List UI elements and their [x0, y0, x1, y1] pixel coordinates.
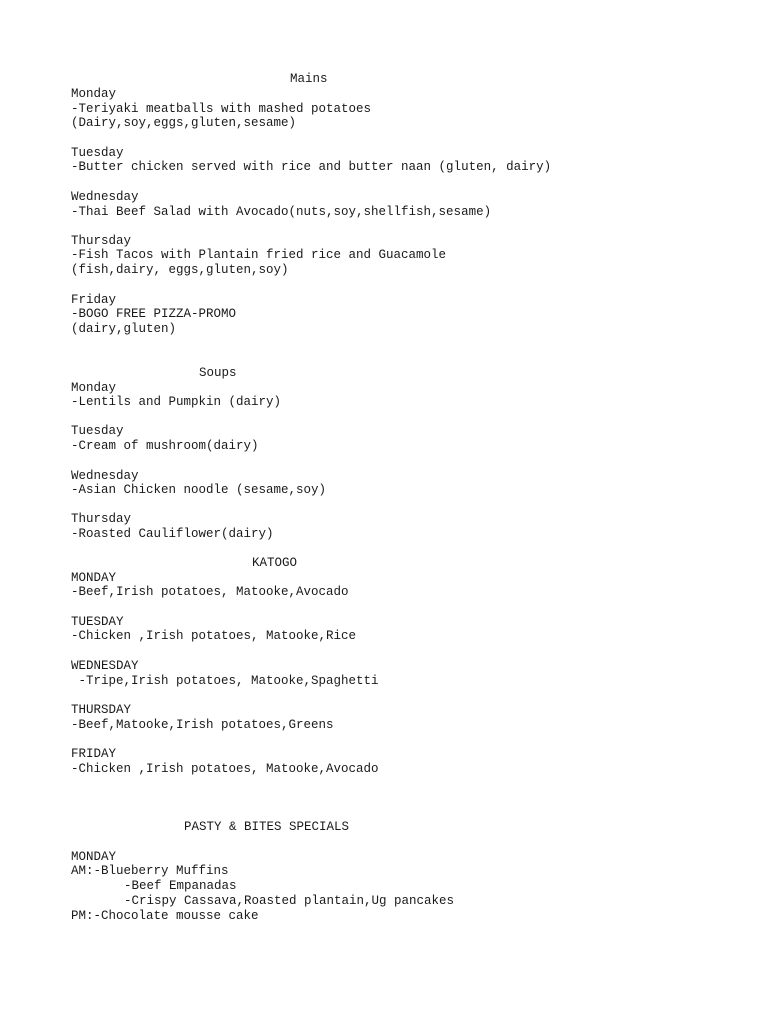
katogo-tuesday-dish: -Chicken ,Irish potatoes, Matooke,Rice	[71, 629, 357, 643]
mains-monday-allergens: (Dairy,soy,eggs,gluten,sesame)	[71, 116, 297, 130]
katogo-thursday-day: THURSDAY	[71, 703, 132, 717]
soups-tuesday-day: Tuesday	[71, 424, 124, 438]
katogo-monday-dish: -Beef,Irish potatoes, Matooke,Avocado	[71, 585, 349, 599]
pasty-monday-am-item-1: AM:-Blueberry Muffins	[71, 864, 229, 878]
mains-thursday-allergens: (fish,dairy, eggs,gluten,soy)	[71, 263, 289, 277]
katogo-tuesday-day: TUESDAY	[71, 615, 124, 629]
soups-wednesday-dish: -Asian Chicken noodle (sesame,soy)	[71, 483, 327, 497]
katogo-monday-day: MONDAY	[71, 571, 117, 585]
soups-tuesday-dish: -Cream of mushroom(dairy)	[71, 439, 259, 453]
pasty-monday-am-item-2: -Beef Empanadas	[124, 879, 237, 893]
soups-thursday-dish: -Roasted Cauliflower(dairy)	[71, 527, 274, 541]
pasty-monday-am-item-3: -Crispy Cassava,Roasted plantain,Ug pancakes	[124, 894, 455, 908]
katogo-wednesday-dish: -Tripe,Irish potatoes, Matooke,Spaghetti	[71, 674, 379, 688]
soups-monday-day: Monday	[71, 381, 117, 395]
mains-wednesday-day: Wednesday	[71, 190, 139, 204]
katogo-friday-day: FRIDAY	[71, 747, 117, 761]
pasty-monday-day: MONDAY	[71, 850, 117, 864]
mains-friday-day: Friday	[71, 293, 117, 307]
katogo-heading: KATOGO	[252, 556, 298, 570]
soups-heading: Soups	[199, 366, 237, 380]
mains-wednesday-dish: -Thai Beef Salad with Avocado(nuts,soy,shellfish,sesame)	[71, 205, 492, 219]
mains-monday-dish: -Teriyaki meatballs with mashed potatoes	[71, 102, 372, 116]
pasty-monday-pm-item-1: PM:-Chocolate mousse cake	[71, 909, 259, 923]
pasty-heading: PASTY & BITES SPECIALS	[184, 820, 350, 834]
katogo-wednesday-day: WEDNESDAY	[71, 659, 139, 673]
mains-friday-dish: -BOGO FREE PIZZA-PROMO	[71, 307, 237, 321]
mains-tuesday-dish: -Butter chicken served with rice and butter naan (gluten, dairy)	[71, 160, 552, 174]
mains-thursday-dish: -Fish Tacos with Plantain fried rice and Guacamole	[71, 248, 447, 262]
mains-heading: Mains	[290, 72, 328, 86]
mains-tuesday-day: Tuesday	[71, 146, 124, 160]
soups-monday-dish: -Lentils and Pumpkin (dairy)	[71, 395, 282, 409]
mains-thursday-day: Thursday	[71, 234, 132, 248]
mains-monday-day: Monday	[71, 87, 117, 101]
soups-thursday-day: Thursday	[71, 512, 132, 526]
katogo-friday-dish: -Chicken ,Irish potatoes, Matooke,Avocado	[71, 762, 379, 776]
katogo-thursday-dish: -Beef,Matooke,Irish potatoes,Greens	[71, 718, 334, 732]
mains-friday-allergens: (dairy,gluten)	[71, 322, 177, 336]
soups-wednesday-day: Wednesday	[71, 469, 139, 483]
